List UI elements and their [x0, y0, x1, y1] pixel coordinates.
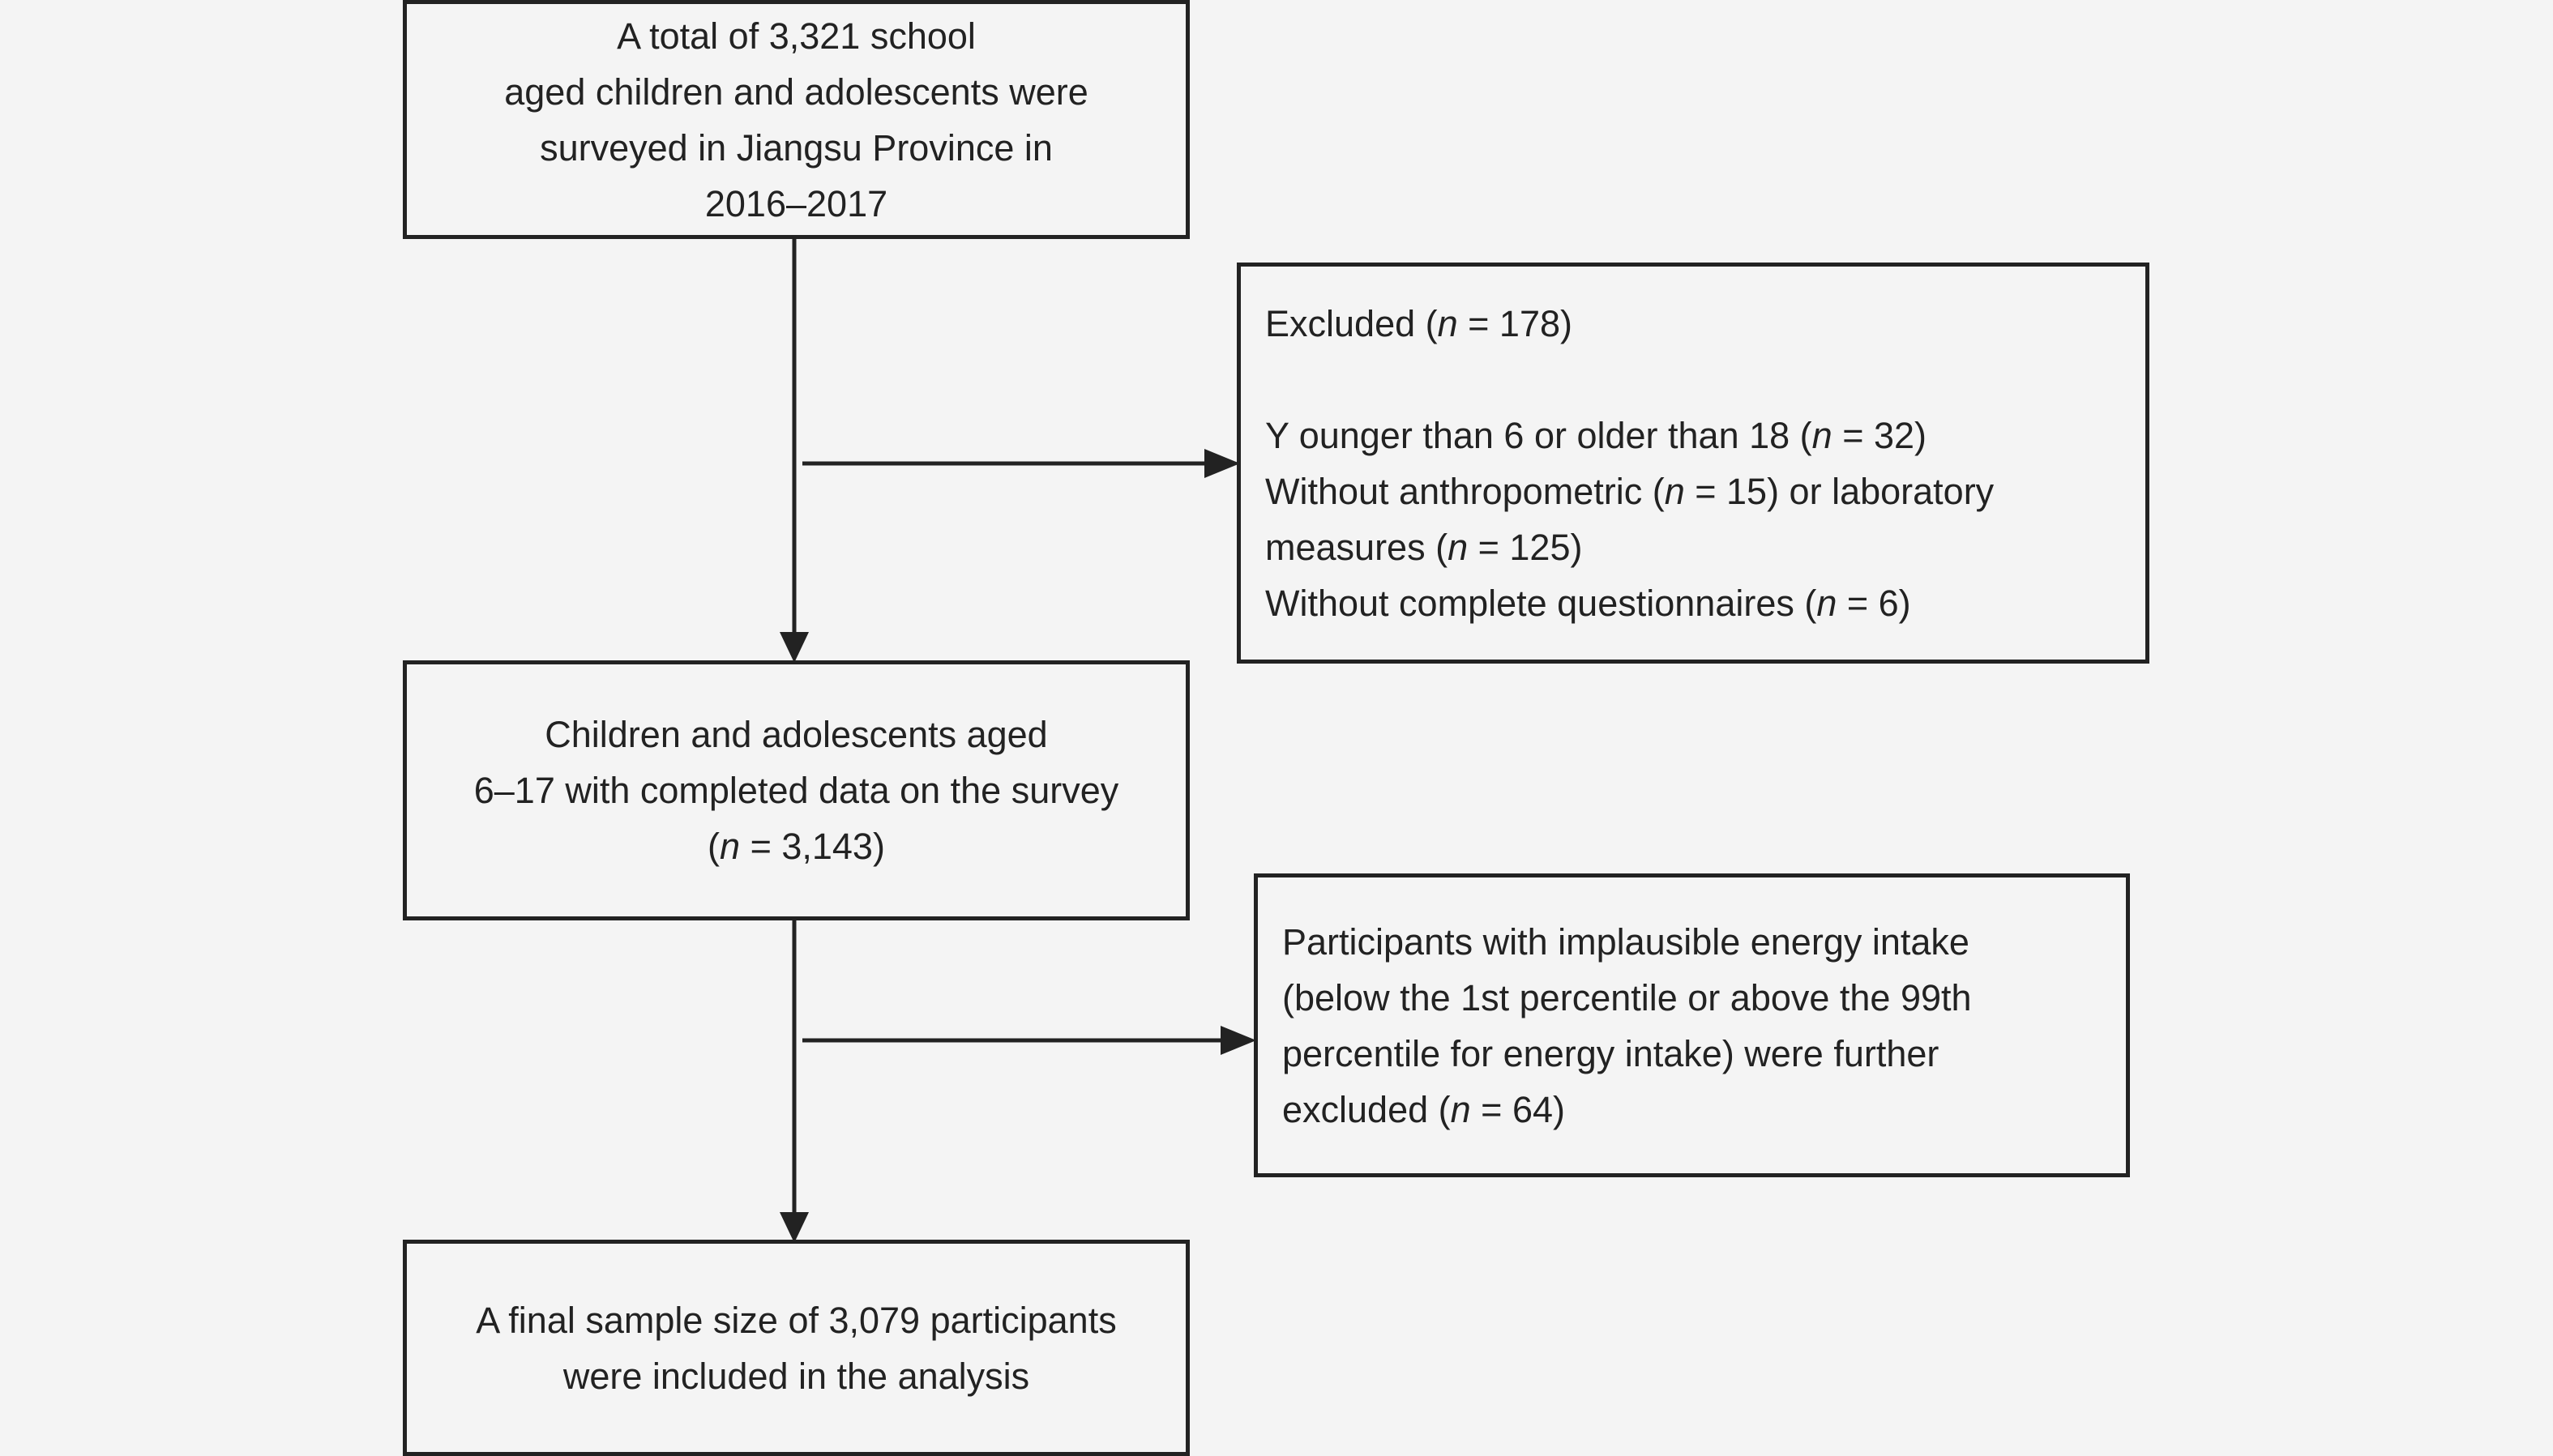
- arrowhead-excluded: [1204, 449, 1240, 478]
- completed-line-1: Children and adolescents aged: [545, 714, 1048, 755]
- final-line-2: were included in the analysis: [562, 1355, 1030, 1397]
- implausible-line-1: Participants with implausible energy intake: [1282, 920, 1969, 963]
- surveyed-line-4: 2016–2017: [704, 182, 888, 224]
- excluded-item-anthropometric: Without anthropometric (n = 15) or laboratory: [1265, 470, 1995, 512]
- excluded-item-age: Y ounger than 6 or older than 18 (n = 32): [1265, 414, 1927, 456]
- implausible-line-4: excluded (n = 64): [1282, 1088, 1565, 1130]
- completed-count: (n = 3,143): [708, 826, 885, 867]
- implausible-box: [1254, 873, 2130, 1177]
- surveyed-line-1: A total of 3,321 school: [617, 15, 976, 57]
- surveyed-line-2: aged children and adolescents were: [504, 70, 1088, 113]
- surveyed-line-3: surveyed in Jiangsu Province in: [540, 126, 1053, 169]
- final-box: [403, 1240, 1190, 1456]
- completed-box: [403, 660, 1190, 920]
- surveyed-box: [403, 0, 1190, 239]
- excluded-box: [1237, 263, 2149, 664]
- final-line-1: A final sample size of 3,079 participants: [476, 1299, 1117, 1341]
- excluded-item-laboratory: measures (n = 125): [1265, 526, 1583, 568]
- completed-line-2: 6–17 with completed data on the survey: [473, 770, 1119, 811]
- arrowhead-implausible: [1221, 1026, 1256, 1055]
- implausible-line-3: percentile for energy intake) were further: [1282, 1032, 1939, 1074]
- implausible-line-2: (below the 1st percentile or above the 99th: [1282, 976, 1972, 1018]
- arrowhead-final: [780, 1212, 809, 1243]
- excluded-title: Excluded (n = 178): [1265, 302, 1572, 344]
- excluded-item-questionnaires: Without complete questionnaires (n = 6): [1265, 582, 1911, 624]
- arrowhead-completed: [780, 632, 809, 663]
